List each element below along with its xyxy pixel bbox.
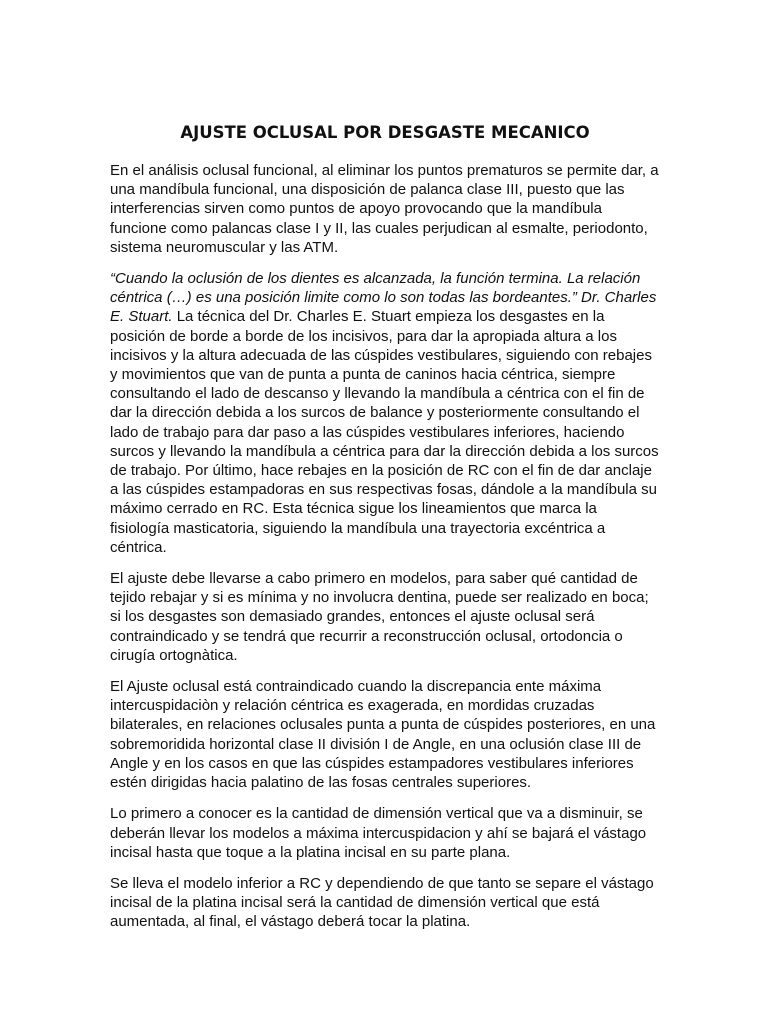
paragraph-stuart-technique xyxy=(110,269,660,557)
document-title: AJUSTE OCLUSAL POR DESGASTE MECANICO xyxy=(180,123,590,142)
stuart-quote: “Cuando la oclusión de los dientes es alcanzada, la función termina. La relación céntrica (…) es una posición limite como lo son todas las bordeantes.” Dr. Charles E. Stuart. xyxy=(110,270,657,326)
paragraph-intro: En el análisis oclusal funcional, al eliminar los puntos prematuros se permite dar, a una mandíbula funcional, una disposición de palanca clase III, puesto que las interferencias sirven como puntos de apoyo provocando que la mandíbula funcione como palancas clase I y II, las cuales perjudican al esmalte, periodonto, sistema neuromuscular y las ATM. xyxy=(110,162,659,256)
paragraph-models: El ajuste debe llevarse a cabo primero en modelos, para saber qué cantidad de tejido rebajar y si es mínima y no involucra dentina, puede ser realizado en boca; si los desgastes son demasiado grandes, entonces el ajuste oclusal será contraindicado y se tendrá que recurrir a reconstrucción oclusal, ortodoncia o cirugía ortognàtica. xyxy=(110,570,649,664)
paragraph-rc-model: Se lleva el modelo inferior a RC y dependiendo de que tanto se separe el vástago incisal de la platina incisal será la cantidad de dimensión vertical que está aumentada, al final, el vástago deberá tocar la platina. xyxy=(110,874,654,931)
paragraph-contraindications: El Ajuste oclusal está contraindicado cuando la discrepancia ente máxima intercuspidaciòn y relación céntrica es exagerada, en mordidas cruzadas bilaterales, en relaciones oclusales punta a punta de cúspides posteriores, en una sobremoridida horizontal clase II división I de Angle, en una oclusión clase III de Angle y en los casos en que las cúspides estampadores vestibulares inferiores estén dirigidas hacia palatino de las fosas centrales superiores. xyxy=(110,678,656,792)
stuart-technique-text: La técnica del Dr. Charles E. Stuart empieza los desgastes en la posición de borde a borde de los incisivos, para dar la apropiada altura a los incisivos y la altura adecuada de las cúspides vestibulares, siguiendo con rebajes y movimientos que van de punta a punta de caninos hacia céntrica, siempre consultando el lado de descanso y llevando la mandíbula a céntrica con el fin de dar la dirección debida a los surcos de balance y posteriormente consultando el lado de trabajo para dar paso a las cúspides vestibulares inferiores, haciendo surcos y llevando la mandíbula a céntrica para dar la dirección debida a los surcos de trabajo. Por último, hace rebajes en la posición de RC con el fin de dar anclaje a las cúspides estampadoras en sus respectivas fosas, dándole a la mandíbula su máximo cerrado en RC. Esta técnica sigue los lineamientos que marca la fisiología masticatoria, siguiendo la mandíbula una trayectoria excéntrica a céntrica. xyxy=(110,308,659,556)
paragraph-vertical-dimension: Lo primero a conocer es la cantidad de dimensión vertical que va a disminuir, se deberán llevar los modelos a máxima intercuspidacion y ahí se bajará el vástago incisal hasta que toque a la platina incisal en su parte plana. xyxy=(110,805,647,861)
